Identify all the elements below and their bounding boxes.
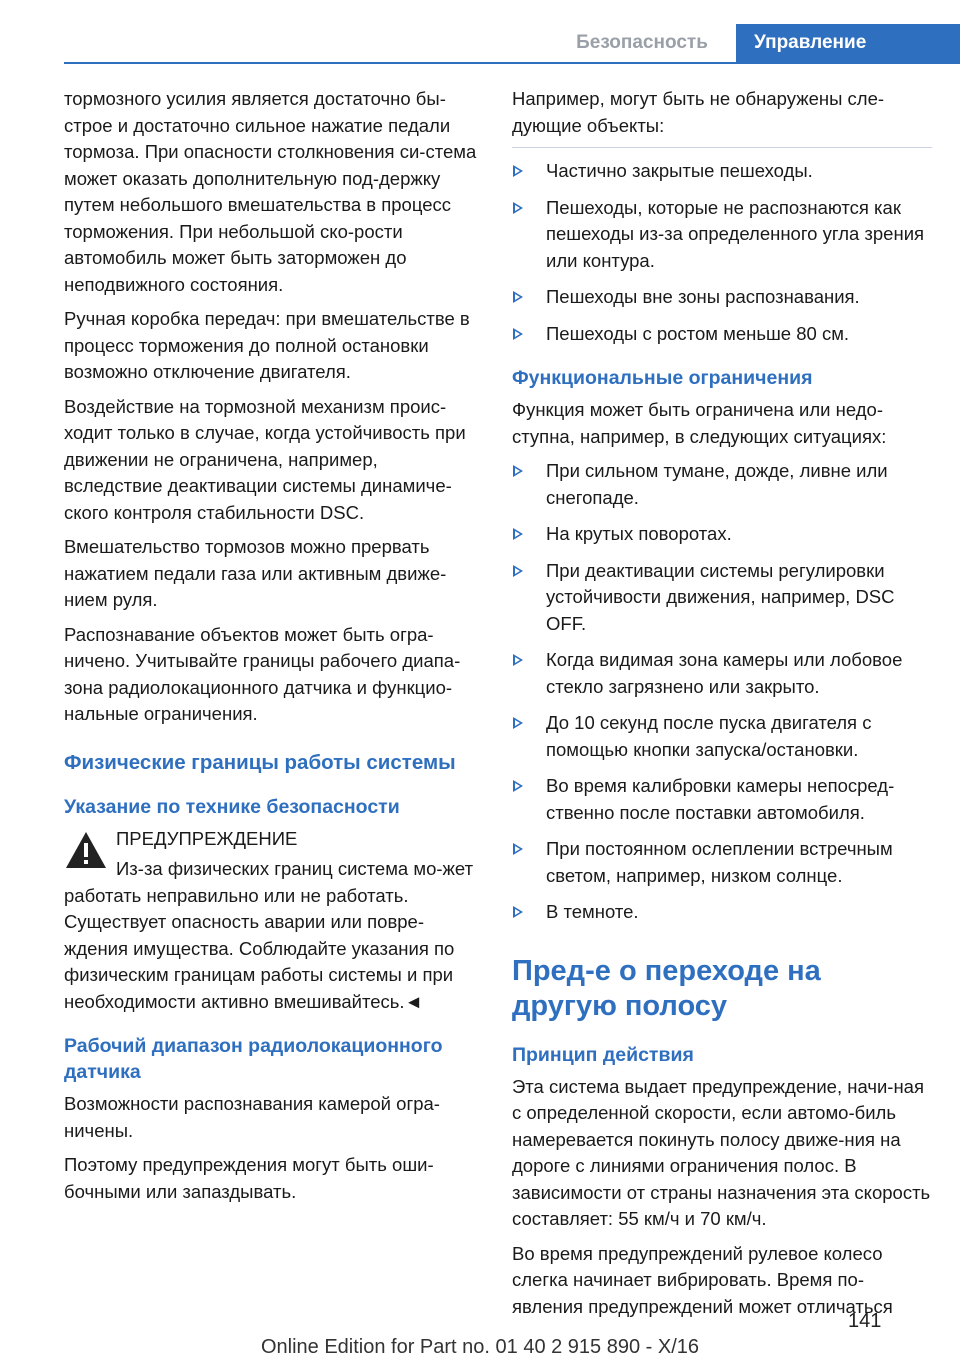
list-item: Когда видимая зона камеры или лобовое стекло загрязнено или закрыто. xyxy=(512,647,932,700)
list-item: Пешеходы с ростом меньше 80 см. xyxy=(512,321,932,348)
paragraph: Вмешательство тормозов можно прервать нажатием педали газа или активным движе-нием руля. xyxy=(64,536,447,610)
triangle-bullet-icon xyxy=(513,906,523,918)
paragraph: Распознавание объектов может быть огра-ничено. Учитывайте границы рабочего диапа-зона радиолокационного датчика и функцио-нальные ограничения. xyxy=(64,623,461,724)
heading-lane-change-warning: Пред-е о переходе на другую полосу xyxy=(512,954,821,1022)
heading-principle: Принцип действия xyxy=(512,1043,694,1066)
triangle-bullet-icon xyxy=(513,165,523,177)
paragraph: Например, могут быть не обнаружены сле-дующие объекты: xyxy=(512,88,885,136)
list-item: При деактивации системы регулировки устойчивости движения, например, DSC OFF. xyxy=(512,558,932,638)
triangle-bullet-icon xyxy=(513,843,523,855)
paragraph: Ручная коробка передач: при вмешательстве в процесс торможения до полной остановки возможно отключение двигателя. xyxy=(64,308,470,382)
left-column xyxy=(64,86,479,1213)
paragraph: Поэтому предупреждения могут быть оши-бочными или запаздывать. xyxy=(64,1154,434,1202)
footer-edition: Online Edition for Part no. 01 40 2 915 890 - X/16 xyxy=(260,1336,700,1358)
warning-text: Из-за физических границ система мо-жет работать неправильно или не работать. Существует опасность аварии или повре-ждения имущества. Соблюдайте указания по физическим границам работы системы и при необходимости активно вмешивайтесь.◄ xyxy=(64,858,474,1012)
warning-title: ПРЕДУПРЕЖДЕНИЕ xyxy=(116,827,298,849)
heading-sensor-range: Рабочий диапазон радиолокационного датчика xyxy=(64,1035,443,1083)
triangle-bullet-icon xyxy=(513,202,523,214)
list-item: До 10 секунд после пуска двигателя с помощью кнопки запуска/остановки. xyxy=(512,710,932,763)
list-item: На крутых поворотах. xyxy=(512,521,932,548)
paragraph: Возможности распознавания камерой огра-ничены. xyxy=(64,1093,440,1141)
tab-control[interactable]: Управление xyxy=(736,24,960,62)
warning-triangle-icon xyxy=(64,830,108,870)
list-item: При постоянном ослеплении встречным светом, например, низком солнце. xyxy=(512,836,932,889)
triangle-bullet-icon xyxy=(513,654,523,666)
triangle-bullet-icon xyxy=(513,465,523,477)
list-undetected-objects xyxy=(512,158,932,347)
divider xyxy=(512,147,932,148)
triangle-bullet-icon xyxy=(513,780,523,792)
tab-safety[interactable]: Безопасность xyxy=(576,32,708,53)
paragraph: Воздействие на тормозной механизм проис-ходит только в случае, когда устойчивость при движении не ограничена, например, вследствие деактивации системы динамиче-ского контроля стабильности DSC. xyxy=(64,395,466,523)
triangle-bullet-icon xyxy=(513,565,523,577)
heading-functional-limits: Функциональные ограничения xyxy=(512,367,813,389)
list-item: Пешеходы, которые не распознаются как пешеходы из-за определенного угла зрения или контура. xyxy=(512,195,932,275)
page-header xyxy=(0,0,960,62)
paragraph: Эта система выдает предупреждение, начи-ная с определенной скорости, если автомо-биль намеревается покинуть полосу движе-ния на дороге с линиями ограничения полос. В зависимости от страны назначения эта скорость составляет: 55 км/ч и 70 км/ч. xyxy=(512,1075,931,1229)
list-item: Частично закрытые пешеходы. xyxy=(512,158,932,185)
list-item: Во время калибровки камеры непосред-ственно после поставки автомобиля. xyxy=(512,773,932,826)
paragraph: Функция может быть ограничена или недо-ступна, например, в следующих ситуациях: xyxy=(512,399,887,447)
paragraph: тормозного усилия является достаточно бы-строе и достаточно сильное нажатие педали тормоза. При опасности столкновения си-стема может оказать дополнительную под-держку путем небольшого вмешательства в процесс торможения. При небольшой ско-рости автомобиль может быть заторможен до неподвижного состояния. xyxy=(64,88,477,295)
paragraph: Во время предупреждений рулевое колесо слегка начинает вибрировать. Время по-явления предупреждений может отличаться xyxy=(512,1242,893,1317)
triangle-bullet-icon xyxy=(513,328,523,340)
warning-block xyxy=(64,826,479,853)
right-column xyxy=(512,86,932,1328)
list-item: При сильном тумане, дожде, ливне или снегопаде. xyxy=(512,458,932,511)
list-item: В темноте. xyxy=(512,899,932,926)
page-number: 141 xyxy=(848,1310,882,1332)
list-limit-situations xyxy=(512,458,932,926)
list-item: Пешеходы вне зоны распознавания. xyxy=(512,284,932,311)
heading-safety-note: Указание по технике безопасности xyxy=(64,795,400,818)
triangle-bullet-icon xyxy=(513,291,523,303)
triangle-bullet-icon xyxy=(513,717,523,729)
heading-physical-limits: Физические границы работы системы xyxy=(64,750,456,774)
header-rule xyxy=(64,62,960,64)
triangle-bullet-icon xyxy=(513,528,523,540)
